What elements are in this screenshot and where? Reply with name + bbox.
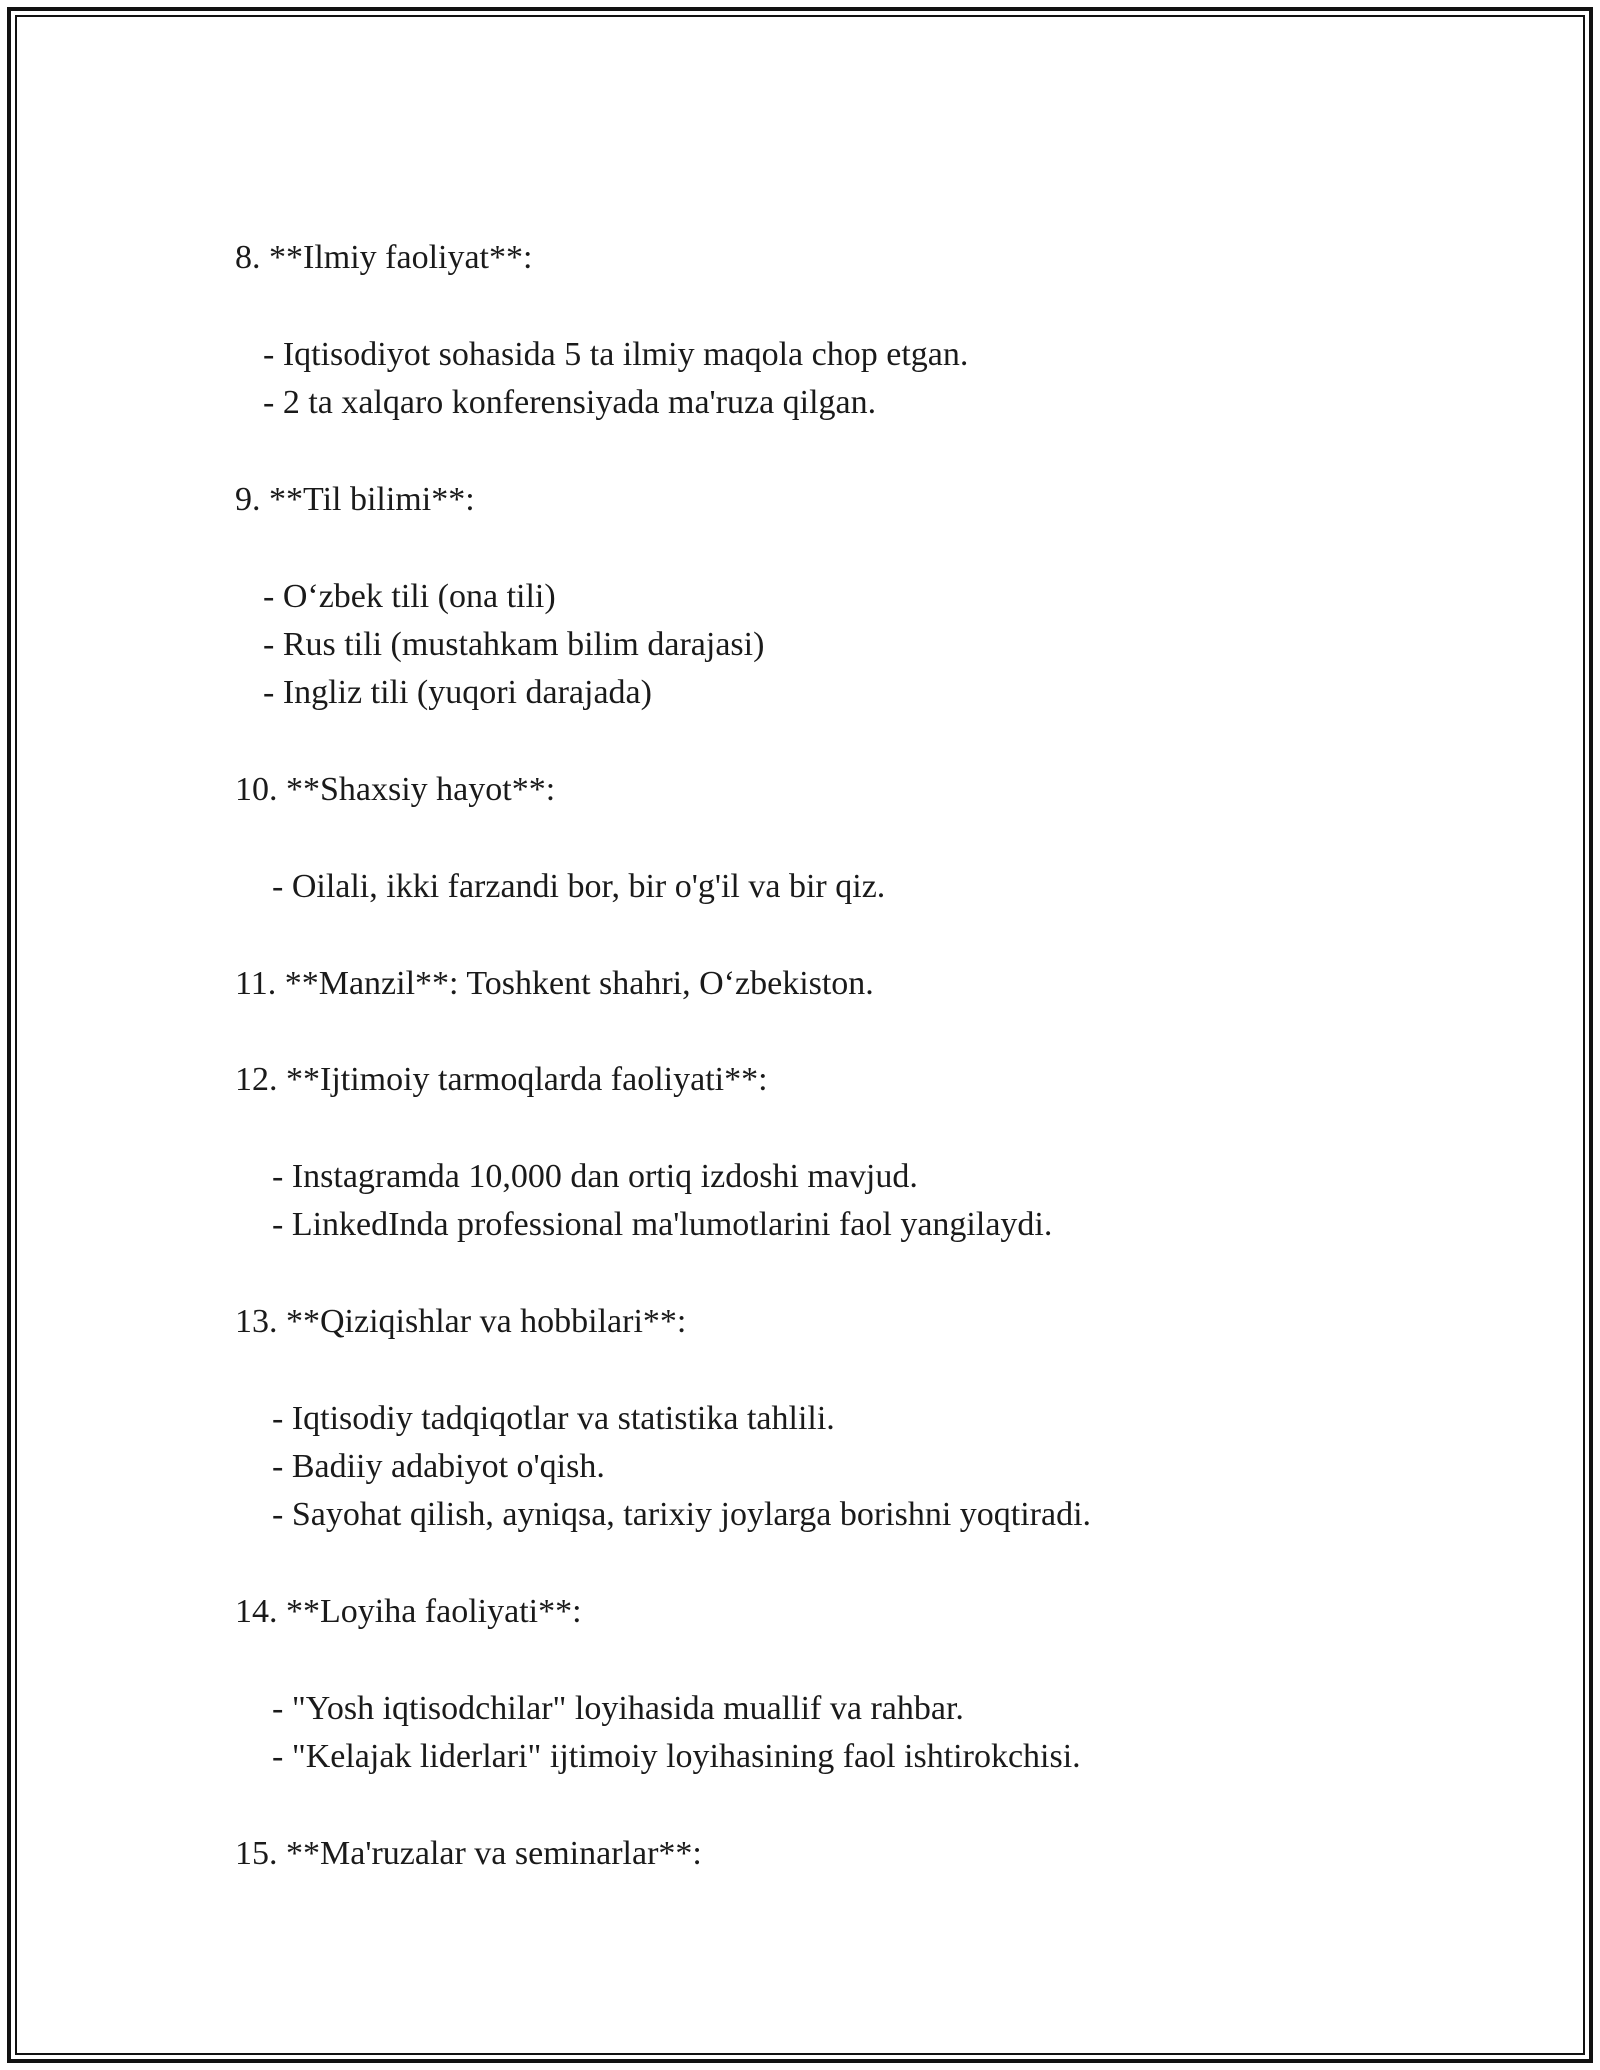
list-item: - Rus tili (mustahkam bilim darajasi) — [263, 626, 765, 663]
list-item: - 2 ta xalqaro konferensiyada ma'ruza qilgan. — [263, 384, 877, 421]
section-heading: 15. **Ma'ruzalar va seminarlar**: — [235, 1835, 702, 1872]
section-heading: 13. **Qiziqishlar va hobbilari**: — [235, 1303, 687, 1340]
list-item: - LinkedInda professional ma'lumotlarini faol yangilaydi. — [272, 1206, 1053, 1243]
section-heading: 9. **Til bilimi**: — [235, 481, 475, 518]
list-item: - Ingliz tili (yuqori darajada) — [263, 674, 652, 711]
list-item: - O‘zbek tili (ona tili) — [263, 578, 556, 615]
list-item: - "Kelajak liderlari" ijtimoiy loyihasining faol ishtirokchisi. — [272, 1738, 1081, 1775]
list-item: - Oilali, ikki farzandi bor, bir o'g'il va bir qiz. — [272, 868, 886, 905]
section-heading: 8. **Ilmiy faoliyat**: — [235, 239, 533, 276]
list-item: - Badiiy adabiyot o'qish. — [272, 1448, 605, 1485]
list-item: - "Yosh iqtisodchilar" loyihasida muallif va rahbar. — [272, 1690, 964, 1727]
section-heading: 12. **Ijtimoiy tarmoqlarda faoliyati**: — [235, 1061, 768, 1098]
list-item: - Iqtisodiy tadqiqotlar va statistika tahlili. — [272, 1400, 835, 1437]
section-heading: 14. **Loyiha faoliyati**: — [235, 1593, 582, 1630]
list-item: - Sayohat qilish, ayniqsa, tarixiy joylarga borishni yoqtiradi. — [272, 1496, 1092, 1533]
section-heading: 11. **Manzil**: Toshkent shahri, O‘zbekiston. — [235, 965, 874, 1002]
list-item: - Instagramda 10,000 dan ortiq izdoshi mavjud. — [272, 1158, 918, 1195]
list-item: - Iqtisodiyot sohasida 5 ta ilmiy maqola chop etgan. — [263, 336, 969, 373]
section-heading: 10. **Shaxsiy hayot**: — [235, 771, 556, 808]
